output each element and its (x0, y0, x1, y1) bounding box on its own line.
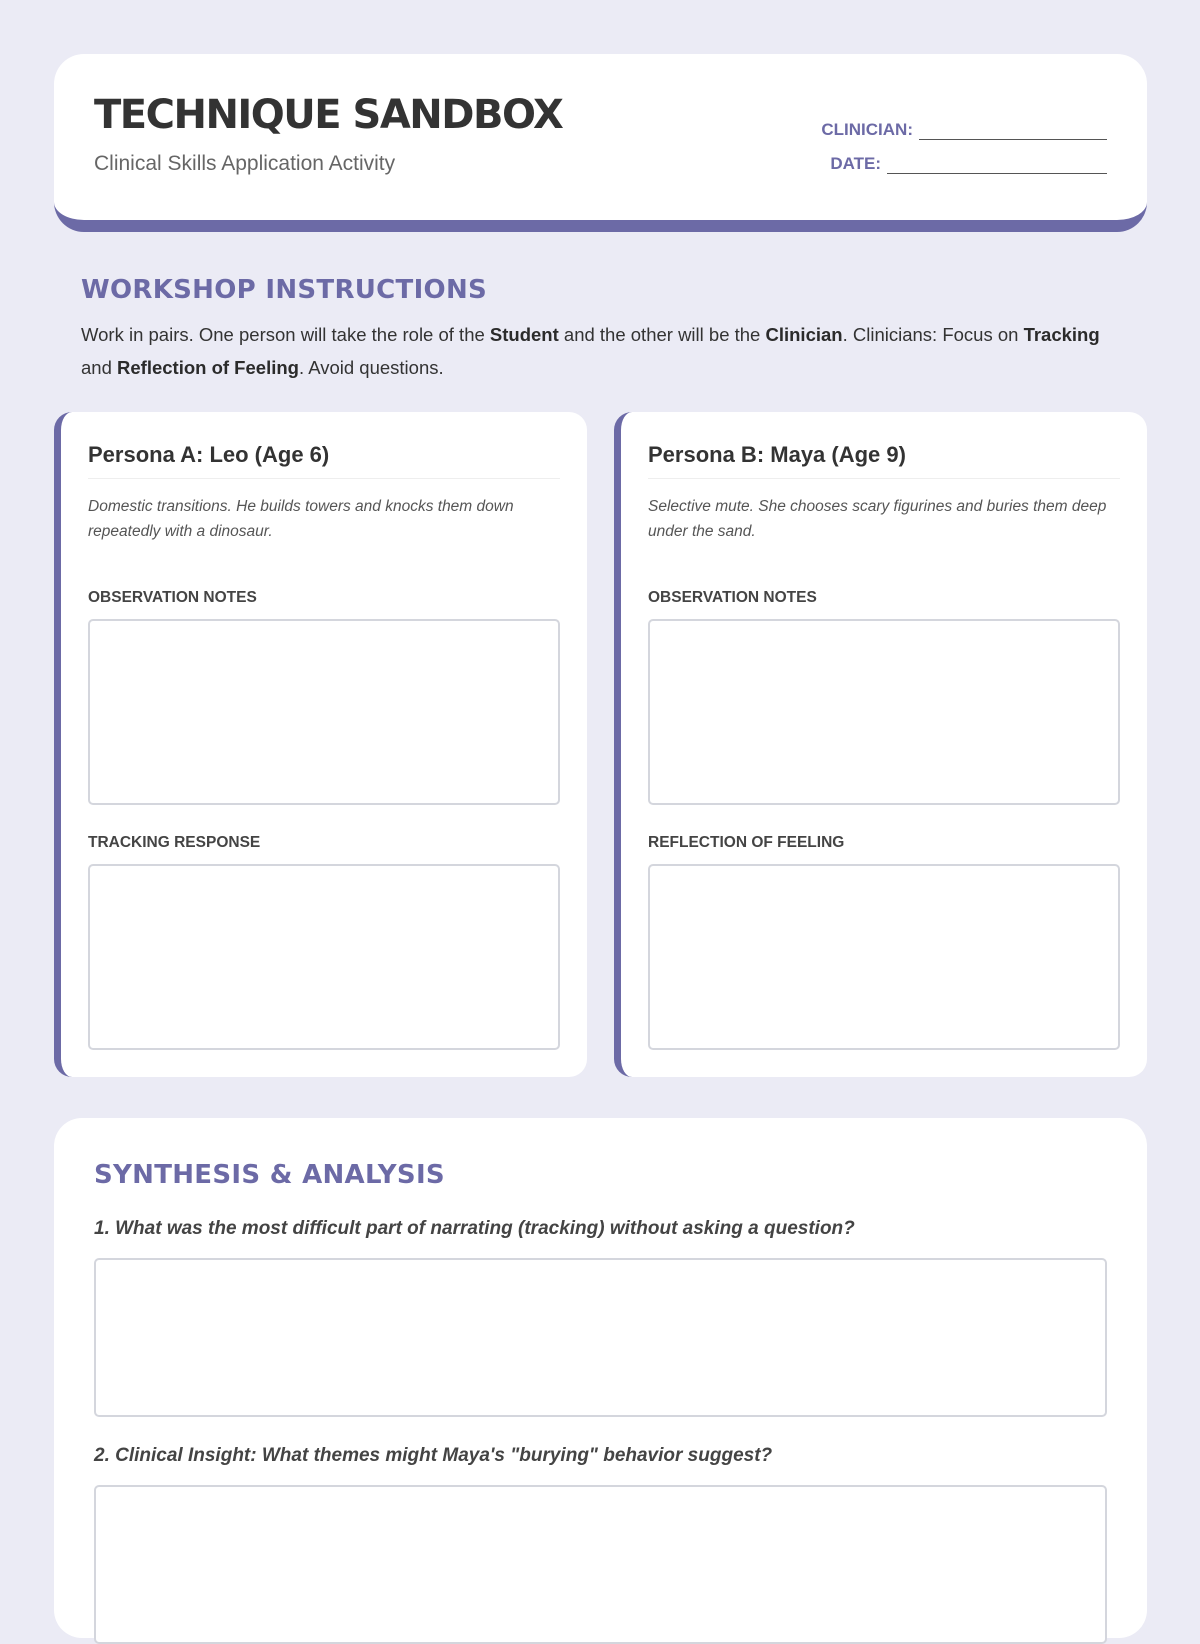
persona-b-title: Persona B: Maya (Age 9) (648, 442, 1120, 479)
instructions-part-3: . Clinicians: Focus on (842, 324, 1024, 345)
persona-a-title: Persona A: Leo (Age 6) (88, 442, 560, 479)
instructions-part-4: and (81, 357, 118, 378)
question-1: 1. What was the most difficult part of narrating (tracking) without asking a question? (94, 1218, 855, 1239)
answer-1-box[interactable] (94, 1258, 1107, 1417)
persona-b-card (614, 412, 1147, 1077)
persona-a-card (54, 412, 587, 1077)
synthesis-heading: SYNTHESIS & ANALYSIS (94, 1160, 445, 1190)
clinician-blank[interactable] (919, 123, 1107, 140)
instructions-clinician: Clinician (765, 324, 843, 345)
persona-a-observation-box[interactable] (88, 619, 560, 805)
persona-b-description: Selective mute. She chooses scary figurines and buries them deep under the sand. (648, 498, 1107, 540)
instructions-part-5: . Avoid questions. (298, 357, 444, 378)
header-card (54, 54, 1147, 232)
persona-a-tracking-box[interactable] (88, 864, 560, 1050)
clinician-date-block (821, 106, 1107, 174)
clinician-label: CLINICIAN: (821, 120, 913, 139)
page-subtitle: Clinical Skills Application Activity (94, 152, 396, 175)
date-line (821, 140, 1107, 174)
persona-b-observation-label: OBSERVATION NOTES (648, 589, 817, 606)
date-blank[interactable] (887, 157, 1107, 174)
page-title: TECHNIQUE SANDBOX (94, 92, 563, 138)
persona-a-tracking-label: TRACKING RESPONSE (88, 834, 261, 851)
instructions-heading: WORKSHOP INSTRUCTIONS (81, 275, 488, 305)
instructions-text (81, 318, 1121, 384)
instructions-student: Student (489, 324, 559, 345)
date-label: DATE: (830, 154, 881, 173)
synthesis-card (54, 1118, 1147, 1638)
instructions-tracking: Tracking (1023, 324, 1100, 345)
answer-2-box[interactable] (94, 1485, 1107, 1644)
persona-a-observation-label: OBSERVATION NOTES (88, 589, 257, 606)
persona-b-observation-box[interactable] (648, 619, 1120, 805)
persona-b-reflection-box[interactable] (648, 864, 1120, 1050)
instructions-part-2: and the other will be the (558, 324, 766, 345)
persona-b-reflection-label: REFLECTION OF FEELING (648, 834, 845, 851)
persona-a-description: Domestic transitions. He builds towers and knocks them down repeatedly with a dinosaur. (88, 498, 514, 540)
clinician-line (821, 106, 1107, 140)
question-2: 2. Clinical Insight: What themes might Maya's "burying" behavior suggest? (94, 1445, 773, 1466)
instructions-reflection: Reflection of Feeling (117, 357, 299, 378)
instructions-part-1: Work in pairs. One person will take the role of the (81, 324, 490, 345)
